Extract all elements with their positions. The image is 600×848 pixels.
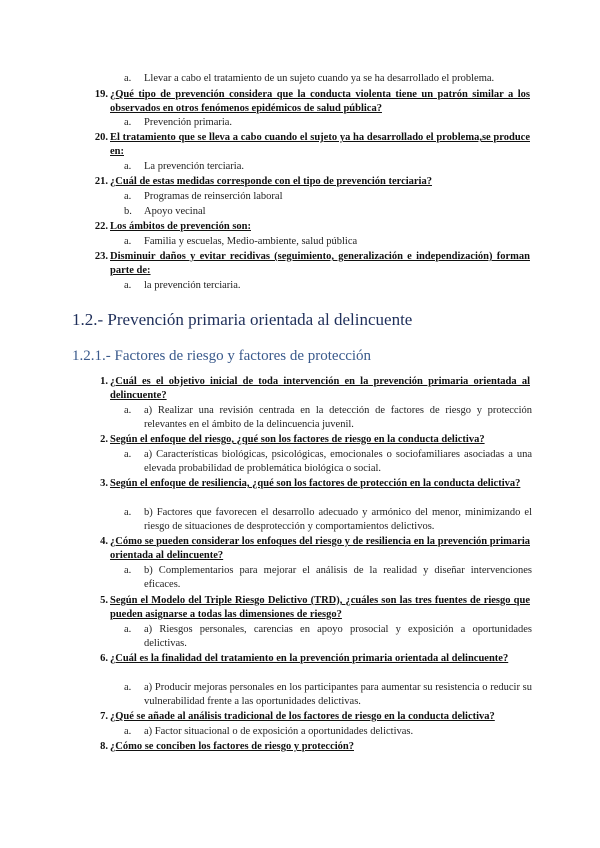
question-number: 3.: [100, 478, 108, 489]
question-7: [88, 710, 530, 724]
answer-letter: b.: [124, 206, 132, 217]
answer-letter: a.: [124, 726, 132, 737]
answer-item: [124, 279, 532, 293]
answer-letter: a.: [124, 236, 132, 247]
answer-letter: a.: [124, 405, 132, 416]
question-23: [88, 250, 530, 278]
answer-letter: a.: [124, 161, 132, 172]
answer-item: [124, 116, 532, 130]
question-text: Según el Modelo del Triple Riesgo Delictivo (TRD), ¿cuáles son las tres fuentes de riesgo que pueden asignarse a todas las dimensiones de riesgo?: [110, 595, 530, 620]
question-number: 23.: [94, 251, 108, 262]
question-number: 22.: [94, 221, 108, 232]
answer-item: [124, 205, 532, 219]
question-text: ¿Qué se añade al análisis tradicional de los factores de riesgo en la conducta delictiva?: [110, 711, 495, 722]
answer-text: a) Características biológicas, psicológicas, emocionales o sociofamiliares asociadas a una elevada probabilidad de problemática biológica o social.: [144, 449, 532, 474]
question-22: [88, 220, 530, 234]
question-number: 8.: [100, 741, 108, 752]
question-number: 2.: [100, 434, 108, 445]
question-text: Disminuir daños y evitar recidivas (seguimiento, generalización e independización) forman parte de:: [110, 251, 530, 276]
answer-item: [124, 725, 532, 739]
answer-letter: a.: [124, 507, 132, 518]
question-text: ¿Cuál es la finalidad del tratamiento en la prevención primaria orientada al delincuente?: [110, 653, 509, 664]
question-number: 19.: [94, 89, 108, 100]
question-4: [88, 535, 530, 563]
answer-text: Programas de reinserción laboral: [144, 191, 283, 202]
answer-item: [124, 564, 532, 592]
answer-item: [124, 506, 532, 534]
answer-text: a) Realizar una revisión centrada en la detección de factores de riesgo y protección relevantes en el ámbito de la delincuencia juvenil.: [144, 405, 532, 430]
answer-letter: a.: [124, 449, 132, 460]
answer-item: [124, 681, 532, 709]
question-20: [88, 131, 530, 159]
answer-letter: a.: [124, 682, 132, 693]
question-text: Según el enfoque de resiliencia, ¿qué son los factores de protección en la conducta delictiva?: [110, 478, 521, 489]
question-1: [88, 375, 530, 403]
question-19: [88, 88, 530, 116]
answer-item: [124, 623, 532, 651]
subsection-title: 1.2.1.- Factores de riesgo y factores de protección: [72, 348, 372, 364]
answer-item: [124, 448, 532, 476]
question-number: 6.: [100, 653, 108, 664]
answer-letter: a.: [124, 117, 132, 128]
question-8: [88, 740, 530, 754]
question-text: ¿Cuál es el objetivo inicial de toda intervención en la prevención primaria orientada al delincuente?: [110, 376, 530, 401]
answer-text: a) Producir mejoras personales en los participantes para aumentar su resistencia o reducir su vulnerabilidad frente a las oportunidades delictivas.: [144, 682, 532, 707]
question-text: ¿Qué tipo de prevención considera que la conducta violenta tiene un patrón similar a los observados en otros fenómenos epidémicos de salud pública?: [110, 89, 530, 114]
answer-item: [124, 72, 532, 86]
answer-letter: a.: [124, 624, 132, 635]
question-number: 4.: [100, 536, 108, 547]
question-21: [88, 175, 530, 189]
question-number: 7.: [100, 711, 108, 722]
answer-text: a) Riesgos personales, carencias en apoyo prosocial y exposición a oportunidades delictivas.: [144, 624, 532, 649]
question-6: [88, 652, 530, 666]
answer-item: [124, 190, 532, 204]
question-text: ¿Cómo se pueden considerar los enfoques del riesgo y de resiliencia en la prevención primaria orientada al delincuente?: [110, 536, 530, 561]
question-text: ¿Cuál de estas medidas corresponde con el tipo de prevención terciaria?: [110, 176, 432, 187]
answer-item: [124, 404, 532, 432]
question-text: Los ámbitos de prevención son:: [110, 221, 251, 232]
question-number: 21.: [94, 176, 108, 187]
answer-text: la prevención terciaria.: [144, 280, 241, 291]
section-title: 1.2.- Prevención primaria orientada al delincuente: [72, 310, 413, 329]
question-3: [88, 477, 530, 491]
answer-text: b) Factores que favorecen el desarrollo adecuado y armónico del menor, minimizando el riesgo de situaciones de desprotección y comportamientos delictivos.: [144, 507, 532, 532]
question-number: 5.: [100, 595, 108, 606]
question-2: [88, 433, 530, 447]
answer-letter: a.: [124, 73, 132, 84]
answer-letter: a.: [124, 565, 132, 576]
answer-item: [124, 160, 532, 174]
question-text: Según el enfoque del riesgo, ¿qué son los factores de riesgo en la conducta delictiva?: [110, 434, 485, 445]
answer-text: Apoyo vecinal: [144, 206, 206, 217]
answer-text: a) Factor situacional o de exposición a oportunidades delictivas.: [144, 726, 414, 737]
answer-text: Prevención primaria.: [144, 117, 233, 128]
answer-text: Llevar a cabo el tratamiento de un sujeto cuando ya se ha desarrollado el problema.: [144, 73, 495, 84]
question-number: 1.: [100, 376, 108, 387]
question-text: ¿Cómo se conciben los factores de riesgo y protección?: [110, 741, 354, 752]
question-number: 20.: [94, 132, 108, 143]
answer-item: [124, 235, 532, 249]
question-5: [88, 594, 530, 622]
answer-text: La prevención terciaria.: [144, 161, 244, 172]
question-text: El tratamiento que se lleva a cabo cuando el sujeto ya ha desarrollado el problema,se produce en:: [110, 132, 530, 157]
answer-letter: a.: [124, 280, 132, 291]
answer-text: Familia y escuelas, Medio-ambiente, salud pública: [144, 236, 358, 247]
answer-text: b) Complementarios para mejorar el análisis de la realidad y diseñar intervenciones eficaces.: [144, 565, 532, 590]
answer-letter: a.: [124, 191, 132, 202]
